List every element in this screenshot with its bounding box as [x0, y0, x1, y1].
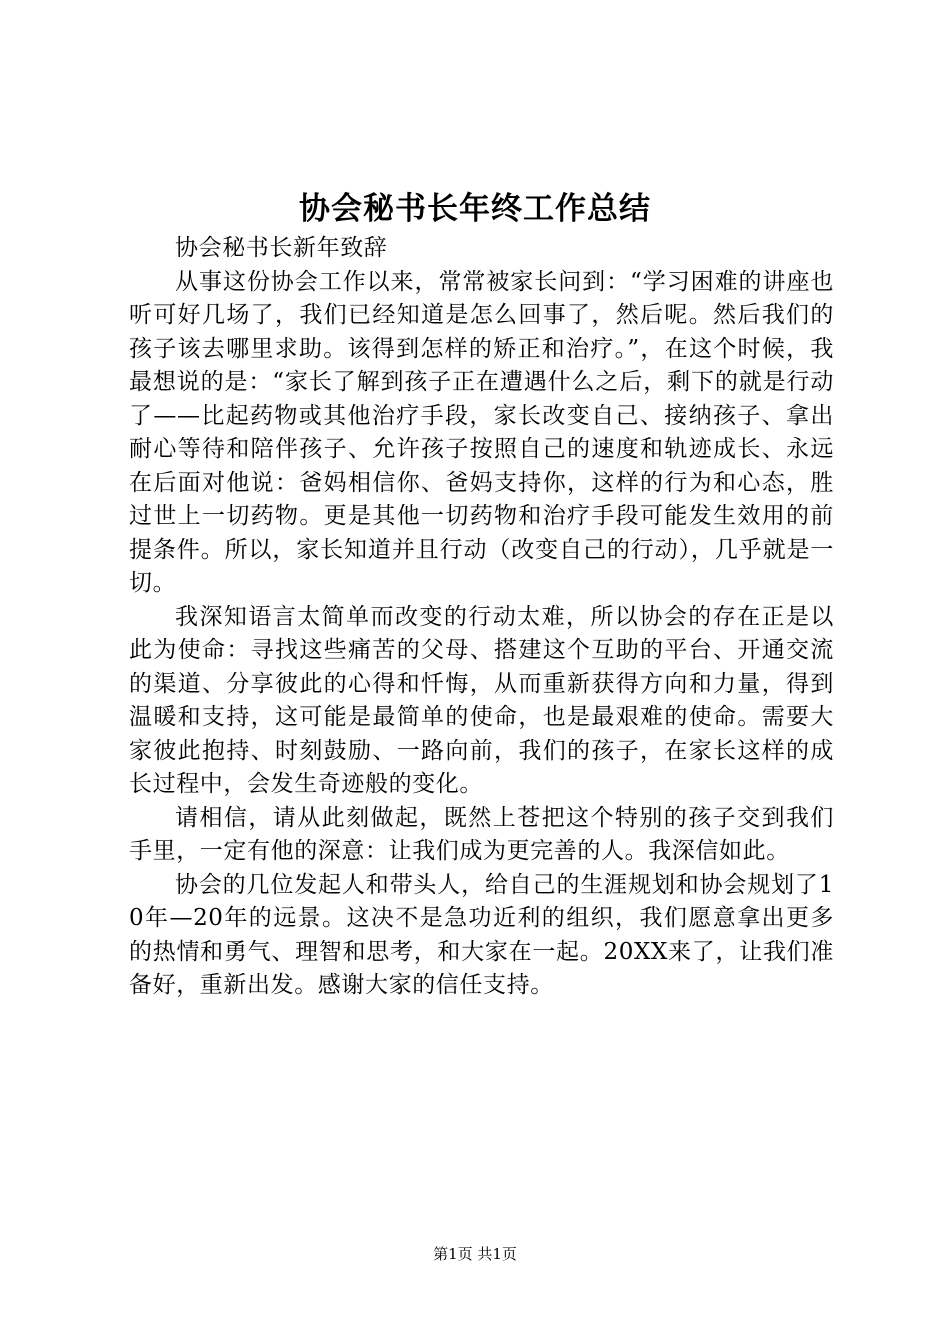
body-paragraph-3: 请相信，请从此刻做起，既然上苍把这个特别的孩子交到我们手里，一定有他的深意：让我们成为更完善的人。我深信如此。 [129, 804, 834, 864]
body-paragraph-4: 协会的几位发起人和带头人，给自己的生涯规划和协会规划了10年—20年的远景。这决不是急功近利的组织，我们愿意拿出更多的热情和勇气、理智和思考，和大家在一起。20XX来了，让我们准备好，重新出发。感谢大家的信任支持。 [129, 871, 834, 998]
document-body [129, 232, 834, 1003]
document-title: 协会秘书长年终工作总结 [299, 191, 651, 227]
body-paragraph-1: 从事这份协会工作以来，常常被家长问到：“学习困难的讲座也听可好几场了，我们已经知道是怎么回事了，然后呢。然后我们的孩子该去哪里求助。该得到怎样的矫正和治疗。”，在这个时候，我最想说的是：“家长了解到孩子正在遭遇什么之后，剩下的就是行动了——比起药物或其他治疗手段，家长改变自己、接纳孩子、拿出耐心等待和陪伴孩子、允许孩子按照自己的速度和轨迹成长、永远在后面对他说：爸妈相信你、爸妈支持你，这样的行为和心态，胜过世上一切药物。更是其他一切药物和治疗手段可能发生效用的前提条件。所以，家长知道并且行动（改变自己的行动），几乎就是一切。 [129, 268, 834, 596]
subtitle-paragraph: 协会秘书长新年致辞 [175, 235, 388, 261]
body-paragraph-2: 我深知语言太简单而改变的行动太难，所以协会的存在正是以此为使命：寻找这些痛苦的父母、搭建这个互助的平台、开通交流的渠道、分享彼此的心得和忏悔，从而重新获得方向和力量，得到温暖和支持，这可能是最简单的使命，也是最艰难的使命。需要大家彼此抱持、时刻鼓励、一路向前，我们的孩子，在家长这样的成长过程中，会发生奇迹般的变化。 [129, 603, 834, 797]
page-number-footer: 第1页 共1页 [433, 1245, 517, 1263]
